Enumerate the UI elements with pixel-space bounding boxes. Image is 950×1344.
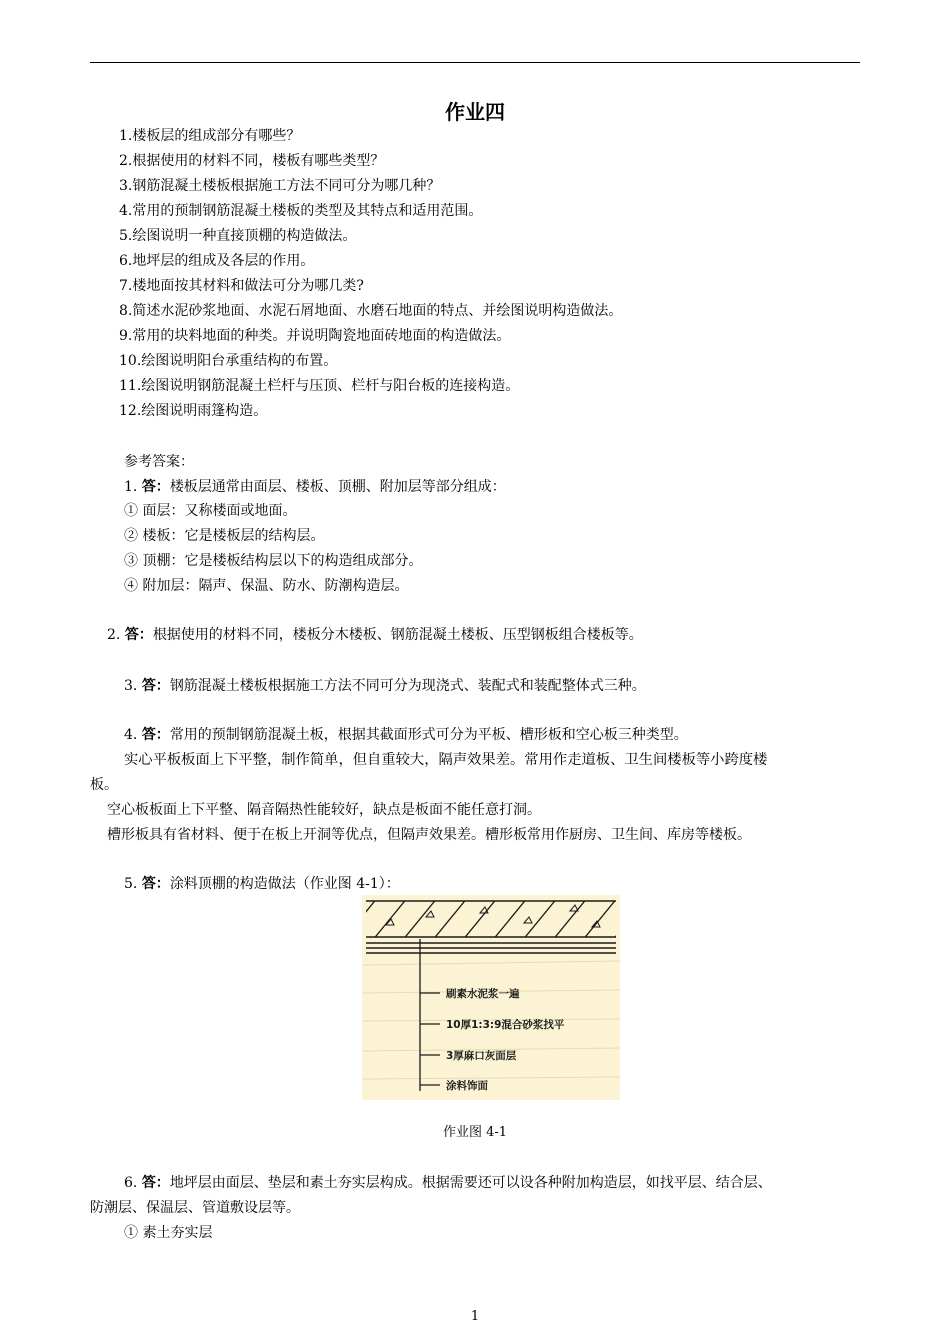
answer-5-number: 5. — [124, 876, 138, 892]
answer-6-number: 6. — [124, 1175, 138, 1191]
header-rule — [90, 62, 860, 63]
figure-label-1: 刷素水泥浆一遍 — [446, 988, 520, 1000]
page-title: 作业四 — [445, 100, 505, 124]
answer-1-item-1: ① 面层：又称楼面或地面。 — [124, 503, 297, 519]
answer-3-number: 3. — [124, 678, 138, 694]
answer-4-text: 常用的预制钢筋混凝土板，根据其截面形式可分为平板、槽形板和空心板三种类型。 — [169, 727, 688, 743]
answer-1-number: 1. — [124, 479, 138, 495]
answer-label: 答： — [141, 727, 170, 743]
question-4: 4.常用的预制钢筋混凝土楼板的类型及其特点和适用范围。 — [119, 203, 483, 219]
answer-6-item-1: ① 素土夯实层 — [124, 1225, 213, 1241]
answer-3 — [124, 676, 646, 696]
answer-4-number: 4. — [124, 727, 138, 743]
page-number: 1 — [470, 1309, 480, 1324]
answer-label: 答： — [141, 678, 170, 694]
answer-1-item-3: ③ 顶棚：它是楼板结构层以下的构造组成部分。 — [124, 553, 423, 569]
question-8: 8.简述水泥砂浆地面、水泥石屑地面、水磨石地面的特点、并绘图说明构造做法。 — [119, 303, 623, 319]
answer-5-text: 涂料顶棚的构造做法（作业图 4-1）： — [169, 876, 400, 892]
answer-4 — [124, 725, 688, 745]
answer-label: 答： — [141, 1175, 170, 1191]
answer-label: 答： — [141, 876, 170, 892]
answer-1-text: 楼板层通常由面层、楼板、顶棚、附加层等部分组成： — [169, 479, 506, 495]
answer-4-paragraph-2: 空心板板面上下平整、隔音隔热性能较好，缺点是板面不能任意打洞。 — [107, 802, 541, 818]
answer-2-text: 根据使用的材料不同，楼板分木楼板、钢筋混凝土楼板、压型钢板组合楼板等。 — [152, 627, 643, 643]
figure-label-3: 3厚麻口灰面层 — [446, 1050, 517, 1062]
concrete-slab-hatch — [362, 897, 620, 941]
figure-label-4: 涂料饰面 — [446, 1080, 488, 1092]
answer-2 — [107, 625, 643, 645]
answer-3-text: 钢筋混凝土楼板根据施工方法不同可分为现浇式、装配式和装配整体式三种。 — [169, 678, 646, 694]
question-5: 5.绘图说明一种直接顶棚的构造做法。 — [119, 228, 357, 244]
ceiling-section-drawing — [362, 895, 620, 1100]
question-3: 3.钢筋混凝土楼板根据施工方法不同可分为哪几种？ — [119, 178, 441, 194]
answer-6 — [124, 1173, 772, 1193]
question-10: 10.绘图说明阳台承重结构的布置。 — [119, 353, 338, 369]
answer-4-paragraph-3: 槽形板具有省材料、便于在板上开洞等优点，但隔声效果差。槽形板常用作厨房、卫生间、库房等楼板。 — [107, 827, 751, 843]
answer-4-paragraph-1: 实心平板板面上下平整，制作简单，但自重较大，隔声效果差。常用作走道板、卫生间楼板等小跨度楼 — [124, 752, 768, 768]
figure-label-2: 10厚1:3:9混合砂浆找平 — [446, 1019, 565, 1031]
answer-1 — [124, 477, 506, 497]
answer-1-item-2: ② 楼板：它是楼板层的结构层。 — [124, 528, 325, 544]
answer-5 — [124, 874, 400, 894]
question-11: 11.绘图说明钢筋混凝土栏杆与压顶、栏杆与阳台板的连接构造。 — [119, 378, 520, 394]
answer-4-paragraph-1-cont: 板。 — [90, 777, 118, 793]
answer-6-cont: 防潮层、保温层、管道敷设层等。 — [90, 1200, 300, 1216]
ceiling-construction-figure — [362, 895, 620, 1100]
leader-lines — [420, 939, 440, 1091]
answer-label: 答： — [124, 627, 153, 643]
figure-caption: 作业图 4-1 — [442, 1125, 508, 1140]
answers-heading: 参考答案： — [124, 454, 194, 470]
question-2: 2.根据使用的材料不同，楼板有哪些类型？ — [119, 153, 385, 169]
question-1: 1.楼板层的组成部分有哪些？ — [119, 128, 301, 144]
answer-2-number: 2. — [107, 627, 121, 643]
answer-label: 答： — [141, 479, 170, 495]
question-9: 9.常用的块料地面的种类。并说明陶瓷地面砖地面的构造做法。 — [119, 328, 511, 344]
question-6: 6.地坪层的组成及各层的作用。 — [119, 253, 315, 269]
answer-6-text: 地坪层由面层、垫层和素土夯实层构成。根据需要还可以设各种附加构造层，如找平层、结合层、 — [169, 1175, 772, 1191]
question-12: 12.绘图说明雨篷构造。 — [119, 403, 268, 419]
answer-1-item-4: ④ 附加层：隔声、保温、防水、防潮构造层。 — [124, 578, 409, 594]
question-7: 7.楼地面按其材料和做法可分为哪几类? — [119, 278, 364, 294]
